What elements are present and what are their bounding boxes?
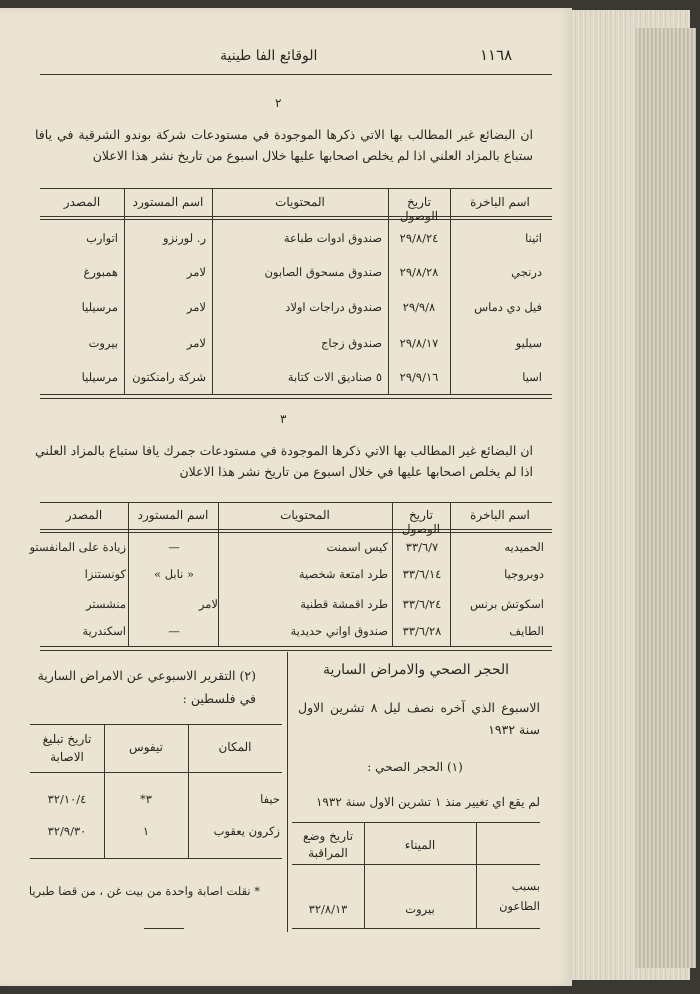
col-arrival: تاريخ الوصول bbox=[399, 195, 439, 223]
notice2-number: ٣ bbox=[280, 412, 287, 426]
notice1-text: ان البضائع غير المطالب بها الاتي ذكرها الموجودة في مستودعات شركة بوندو الشرقية في يافا ستباع بالمزاد العلني اذا لم يخلص اصحابها عليها خلال اسبوع من تاريخ نشر هذا الاعلان bbox=[35, 127, 533, 163]
col-ship: اسم الباخرة bbox=[470, 195, 530, 209]
notice2-text: ان البضائع غير المطالب بها الاتي ذكرها الموجودة في مستودعات جمرك يافا ستباع بالمزاد العلني اذا لم يخلص اصحابها عليها في خلال اسبوع من تاريخ نشر هذا الاعلان bbox=[35, 443, 533, 479]
quarantine-week: الاسبوع الذي آخره نصف ليل ٨ تشرين الاول سنة ١٩٣٢ bbox=[298, 700, 540, 737]
quarantine-title: الحجر الصحي والامراض السارية bbox=[322, 662, 510, 678]
notice1-number: ٢ bbox=[275, 96, 282, 110]
col-origin: المصدر bbox=[63, 195, 101, 209]
closing-rule bbox=[144, 928, 184, 929]
col-contents: المحتويات bbox=[275, 195, 325, 209]
page-header-title: الوقائع الفا طينية bbox=[220, 48, 318, 64]
report-footnote: * نقلت اصابة واحدة من بيت غن ، من قضا طبريا bbox=[28, 884, 260, 898]
report-title: (٢) التقرير الاسبوعي عن الامراض السارية في فلسطين : bbox=[37, 668, 256, 706]
page-stack-edges-dark bbox=[636, 28, 696, 968]
column-divider bbox=[287, 652, 288, 932]
header-rule bbox=[40, 74, 552, 75]
quarantine-subheading: (١) الحجر الصحي : bbox=[367, 760, 463, 774]
page-number: ١١٦٨ bbox=[480, 46, 513, 64]
quarantine-subtext: لم يقع اي تغيير منذ ١ تشرين الاول سنة ١٩٣٢ bbox=[315, 795, 540, 809]
col-importer: اسم المستورد bbox=[132, 195, 204, 209]
